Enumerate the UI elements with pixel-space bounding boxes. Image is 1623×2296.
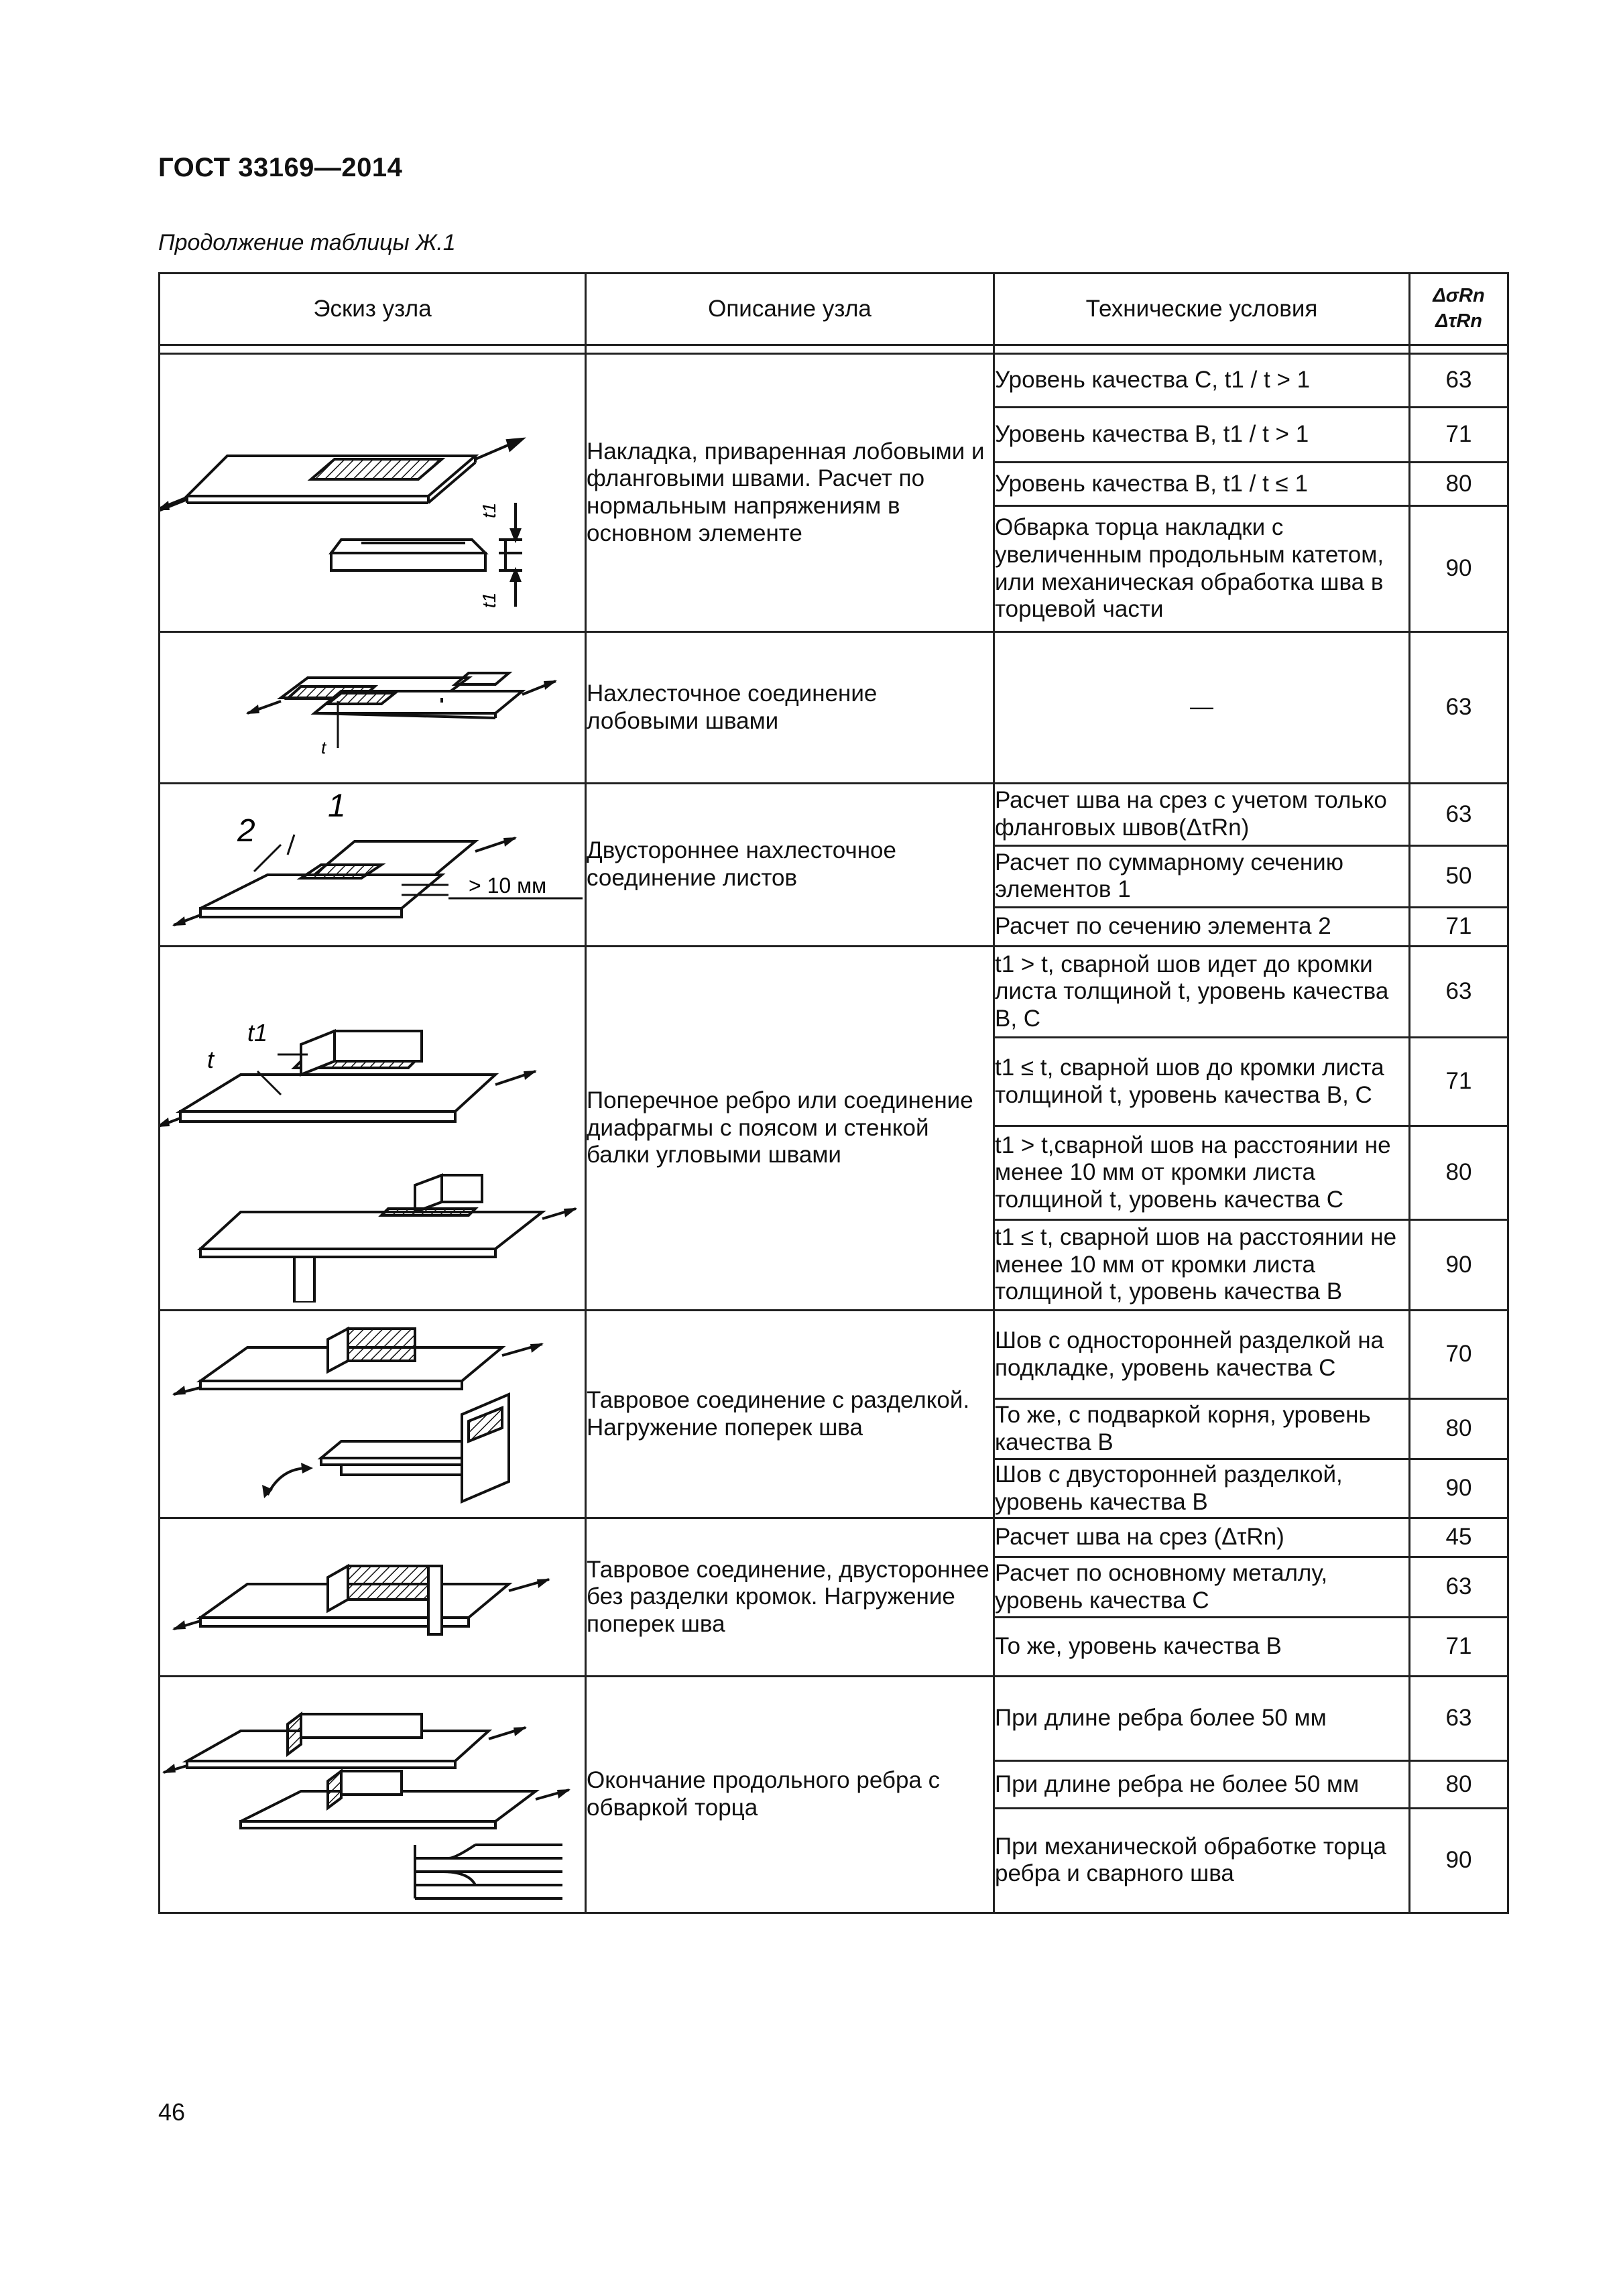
condition-value: 80 — [1410, 1761, 1508, 1808]
table-row — [160, 1311, 1508, 1399]
condition-text: Уровень качества В, t1 / t ≤ 1 — [994, 463, 1410, 506]
sketch-double-lap-joint — [160, 784, 583, 945]
table-row — [160, 1677, 1508, 1761]
condition-value: 71 — [1410, 408, 1508, 463]
header-separator — [160, 345, 1508, 354]
condition-text: Шов с двусторонней разделкой, уровень качества B — [994, 1459, 1410, 1518]
condition-text: t1 ≤ t, сварной шов на расстоянии не менее 10 мм от кромки листа толщиной t, уровень качества B — [994, 1220, 1410, 1311]
condition-value: 63 — [1410, 354, 1508, 408]
column-header-value-tau: ΔτRn — [1435, 310, 1482, 332]
sketch-cell — [160, 632, 586, 784]
sketch-label-2: 2 — [237, 813, 255, 849]
row-description: Поперечное ребро или соединение диафрагмы с поясом и стенкой балки угловыми швами — [586, 947, 994, 1311]
condition-value: 71 — [1410, 908, 1508, 947]
condition-text: Расчет по суммарному сечению элементов 1 — [994, 845, 1410, 908]
condition-text: Расчет по сечению элемента 2 — [994, 908, 1410, 947]
sketch-label-t1: t1 — [479, 502, 499, 518]
condition-value: 63 — [1410, 1677, 1508, 1761]
sketch-label-t1: t1 — [247, 1019, 268, 1046]
condition-value: 80 — [1410, 1399, 1508, 1459]
column-header-description: Описание узла — [586, 274, 994, 345]
condition-value: 70 — [1410, 1311, 1508, 1399]
condition-value: 71 — [1410, 1038, 1508, 1126]
sketch-cell — [160, 1518, 586, 1677]
condition-text: t1 > t,сварной шов на расстоянии не менее 10 мм от кромки листа толщиной t, уровень качества C — [994, 1126, 1410, 1220]
row-description: Тавровое соединение, двустороннее без разделки кромок. Нагружение поперек шва — [586, 1518, 994, 1677]
sketch-label-t: t — [321, 737, 326, 758]
sketch-lap-joint — [160, 634, 583, 782]
condition-text: При длине ребра более 50 мм — [994, 1677, 1410, 1761]
condition-value: 90 — [1410, 1459, 1508, 1518]
table-row — [160, 1518, 1508, 1557]
condition-text: То же, с подваркой корня, уровень качества B — [994, 1399, 1410, 1459]
condition-text: t1 ≤ t, сварной шов до кромки листа толщиной t, уровень качества B, C — [994, 1038, 1410, 1126]
table-caption: Продолжение таблицы Ж.1 — [158, 230, 456, 255]
condition-text: То же, уровень качества B — [994, 1618, 1410, 1677]
sketch-label-t1-b: t1 — [479, 592, 499, 608]
condition-text: Шов с односторонней разделкой на подкладке, уровень качества C — [994, 1311, 1410, 1399]
row-description: Нахлесточное соединение лобовыми швами — [586, 632, 994, 784]
condition-value: 90 — [1410, 1220, 1508, 1311]
table-row — [160, 354, 1508, 408]
sketch-cell — [160, 784, 586, 947]
condition-text: — — [994, 632, 1410, 784]
condition-text: Расчет шва на срез (ΔτRn) — [994, 1518, 1410, 1557]
sketch-cell — [160, 1311, 586, 1518]
condition-value: 90 — [1410, 506, 1508, 632]
column-header-sketch: Эскиз узла — [160, 274, 586, 345]
row-description: Окончание продольного ребра с обваркой торца — [586, 1677, 994, 1913]
sketch-cell — [160, 1677, 586, 1913]
condition-text: Расчет шва на срез с учетом только фланговых швов(ΔτRn) — [994, 784, 1410, 846]
condition-value: 80 — [1410, 1126, 1508, 1220]
condition-text: Уровень качества С, t1 / t > 1 — [994, 354, 1410, 408]
condition-value: 63 — [1410, 947, 1508, 1038]
table-row — [160, 784, 1508, 846]
condition-text: Обварка торца накладки с увеличенным продольным катетом, или механическая обработка шва в торцевой части — [994, 506, 1410, 632]
condition-value: 45 — [1410, 1518, 1508, 1557]
condition-value: 80 — [1410, 463, 1508, 506]
sketch-tee-no-groove — [160, 1520, 583, 1675]
sketch-label-gap: > 10 мм — [469, 873, 547, 898]
condition-value: 63 — [1410, 1557, 1508, 1618]
table-header-row — [160, 274, 1508, 345]
sketch-tee-groove — [160, 1314, 583, 1515]
sketch-transverse-rib — [160, 954, 583, 1303]
column-header-conditions: Технические условия — [994, 274, 1410, 345]
condition-text: При механической обработке торца ребра и сварного шва — [994, 1808, 1410, 1913]
document-title: ГОСТ 33169—2014 — [158, 153, 403, 182]
condition-text: Расчет по основному металлу, уровень качества C — [994, 1557, 1410, 1618]
condition-value: 50 — [1410, 845, 1508, 908]
condition-value: 90 — [1410, 1808, 1508, 1913]
condition-text: При длине ребра не более 50 мм — [994, 1761, 1410, 1808]
sketch-label-1: 1 — [328, 788, 346, 824]
sketch-longitudinal-rib — [160, 1677, 583, 1912]
row-description: Тавровое соединение с разделкой. Нагружение поперек шва — [586, 1311, 994, 1518]
condition-value: 71 — [1410, 1618, 1508, 1677]
table-row — [160, 632, 1508, 784]
condition-text: Уровень качества В, t1 / t > 1 — [994, 408, 1410, 463]
condition-text: t1 > t, сварной шов идет до кромки листа толщиной t, уровень качества B, C — [994, 947, 1410, 1038]
page-number: 46 — [158, 2098, 186, 2126]
welded-joints-table — [158, 272, 1509, 1914]
condition-value: 63 — [1410, 784, 1508, 846]
sketch-cover-plate — [160, 359, 583, 627]
sketch-cell — [160, 354, 586, 632]
sketch-cell — [160, 947, 586, 1311]
column-header-value-sigma: ΔσRn — [1433, 285, 1485, 307]
row-description: Двустороннее нахлесточное соединение листов — [586, 784, 994, 947]
row-description: Накладка, приваренная лобовыми и фланговыми швами. Расчет по нормальным напряжениям в основном элементе — [586, 354, 994, 632]
condition-value: 63 — [1410, 632, 1508, 784]
sketch-label-t: t — [207, 1046, 215, 1073]
column-header-value — [1410, 274, 1508, 345]
table-row — [160, 947, 1508, 1038]
